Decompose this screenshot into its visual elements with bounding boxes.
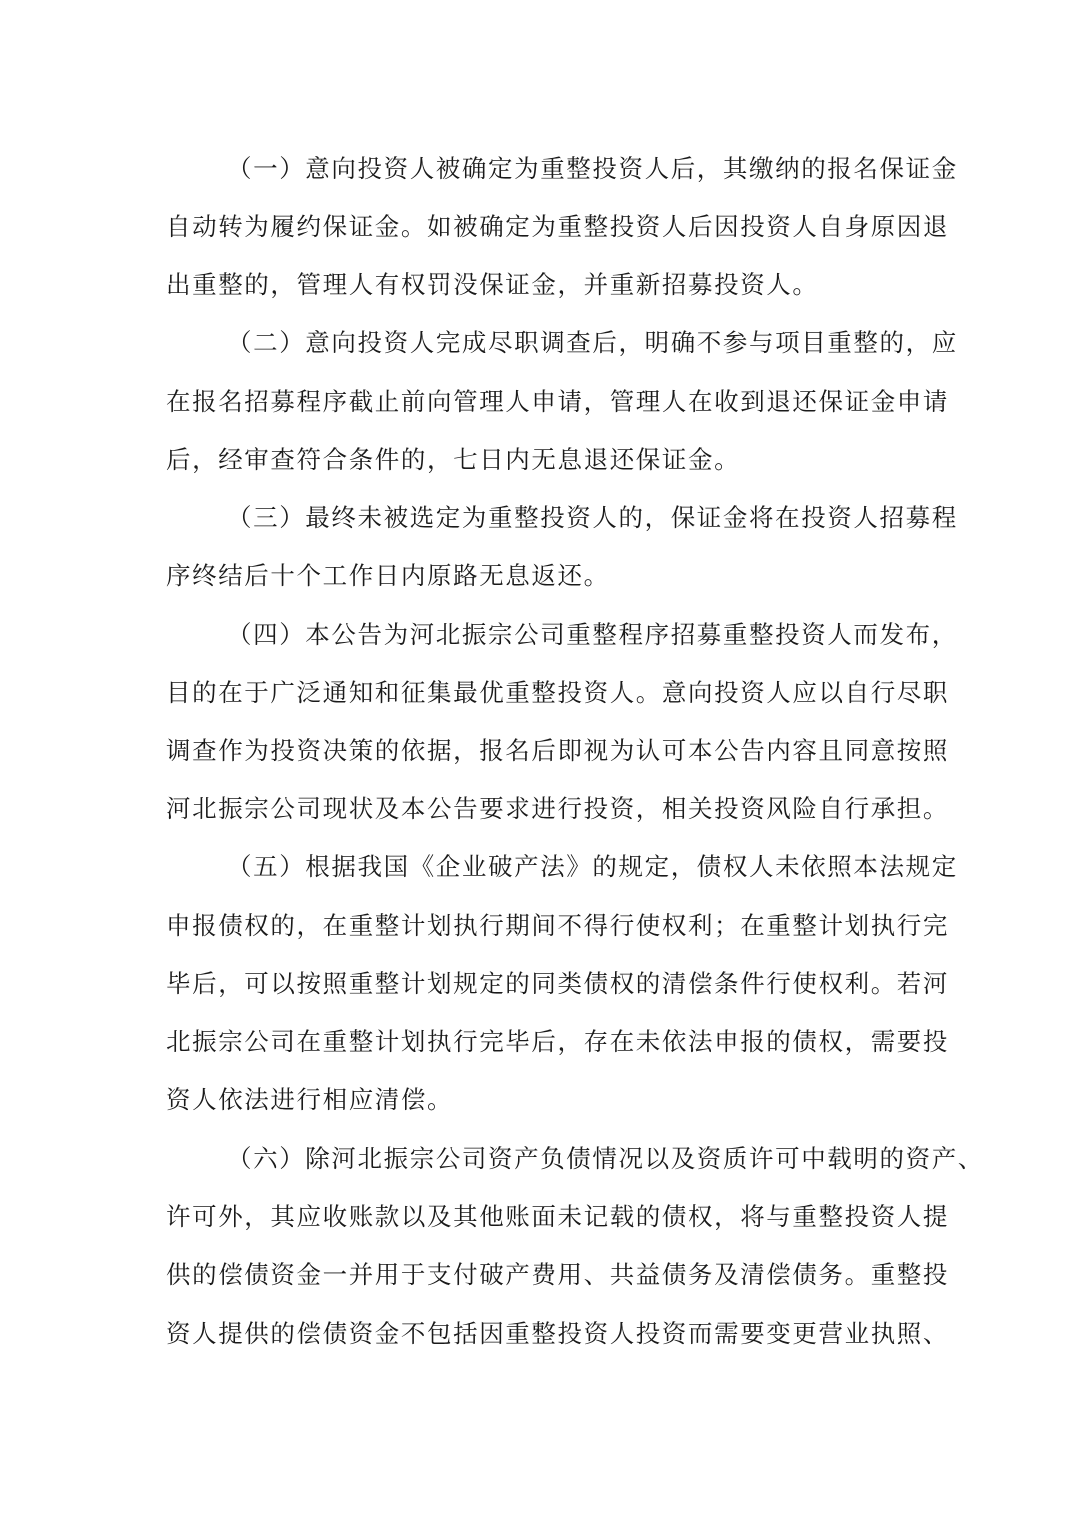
paragraph-4-line-3: 调查作为投资决策的依据，报名后即视为认可本公告内容且同意按照 xyxy=(166,736,949,765)
paragraph-5-line-3: 毕后，可以按照重整计划规定的同类债权的清偿条件行使权利。若河 xyxy=(166,969,949,998)
paragraph-5-line-1: （五）根据我国《企业破产法》的规定，债权人未依照本法规定 xyxy=(227,852,958,881)
paragraph-2-line-1: （二）意向投资人完成尽职调查后，明确不参与项目重整的，应 xyxy=(227,328,958,357)
paragraph-6-line-4: 资人提供的偿债资金不包括因重整投资人投资而需要变更营业执照、 xyxy=(166,1319,949,1348)
paragraph-4-line-4: 河北振宗公司现状及本公告要求进行投资，相关投资风险自行承担。 xyxy=(166,794,949,823)
paragraph-2-line-3: 后，经审查符合条件的，七日内无息退还保证金。 xyxy=(166,445,741,474)
paragraph-1-line-3: 出重整的，管理人有权罚没保证金，并重新招募投资人。 xyxy=(166,270,819,299)
paragraph-6-line-2: 许可外，其应收账款以及其他账面未记载的债权，将与重整投资人提 xyxy=(166,1202,949,1231)
paragraph-4-line-2: 目的在于广泛通知和征集最优重整投资人。意向投资人应以自行尽职 xyxy=(166,678,949,707)
paragraph-3-line-1: （三）最终未被选定为重整投资人的，保证金将在投资人招募程 xyxy=(227,503,958,532)
paragraph-3-line-2: 序终结后十个工作日内原路无息返还。 xyxy=(166,561,610,590)
paragraph-5-line-4: 北振宗公司在重整计划执行完毕后，存在未依法申报的债权，需要投 xyxy=(166,1027,949,1056)
paragraph-5-line-5: 资人依法进行相应清偿。 xyxy=(166,1085,454,1114)
paragraph-1-line-1: （一）意向投资人被确定为重整投资人后，其缴纳的报名保证金 xyxy=(227,154,958,183)
paragraph-6-line-3: 供的偿债资金一并用于支付破产费用、共益债务及清偿债务。重整投 xyxy=(166,1260,949,1289)
paragraph-1-line-2: 自动转为履约保证金。如被确定为重整投资人后因投资人自身原因退 xyxy=(166,212,949,241)
paragraph-5-line-2: 申报债权的，在重整计划执行期间不得行使权利；在重整计划执行完 xyxy=(166,911,949,940)
paragraph-4-line-1: （四）本公告为河北振宗公司重整程序招募重整投资人而发布， xyxy=(227,620,958,649)
paragraph-6-line-1: （六）除河北振宗公司资产负债情况以及资质许可中载明的资产、 xyxy=(227,1144,984,1173)
paragraph-2-line-2: 在报名招募程序截止前向管理人申请，管理人在收到退还保证金申请 xyxy=(166,387,949,416)
